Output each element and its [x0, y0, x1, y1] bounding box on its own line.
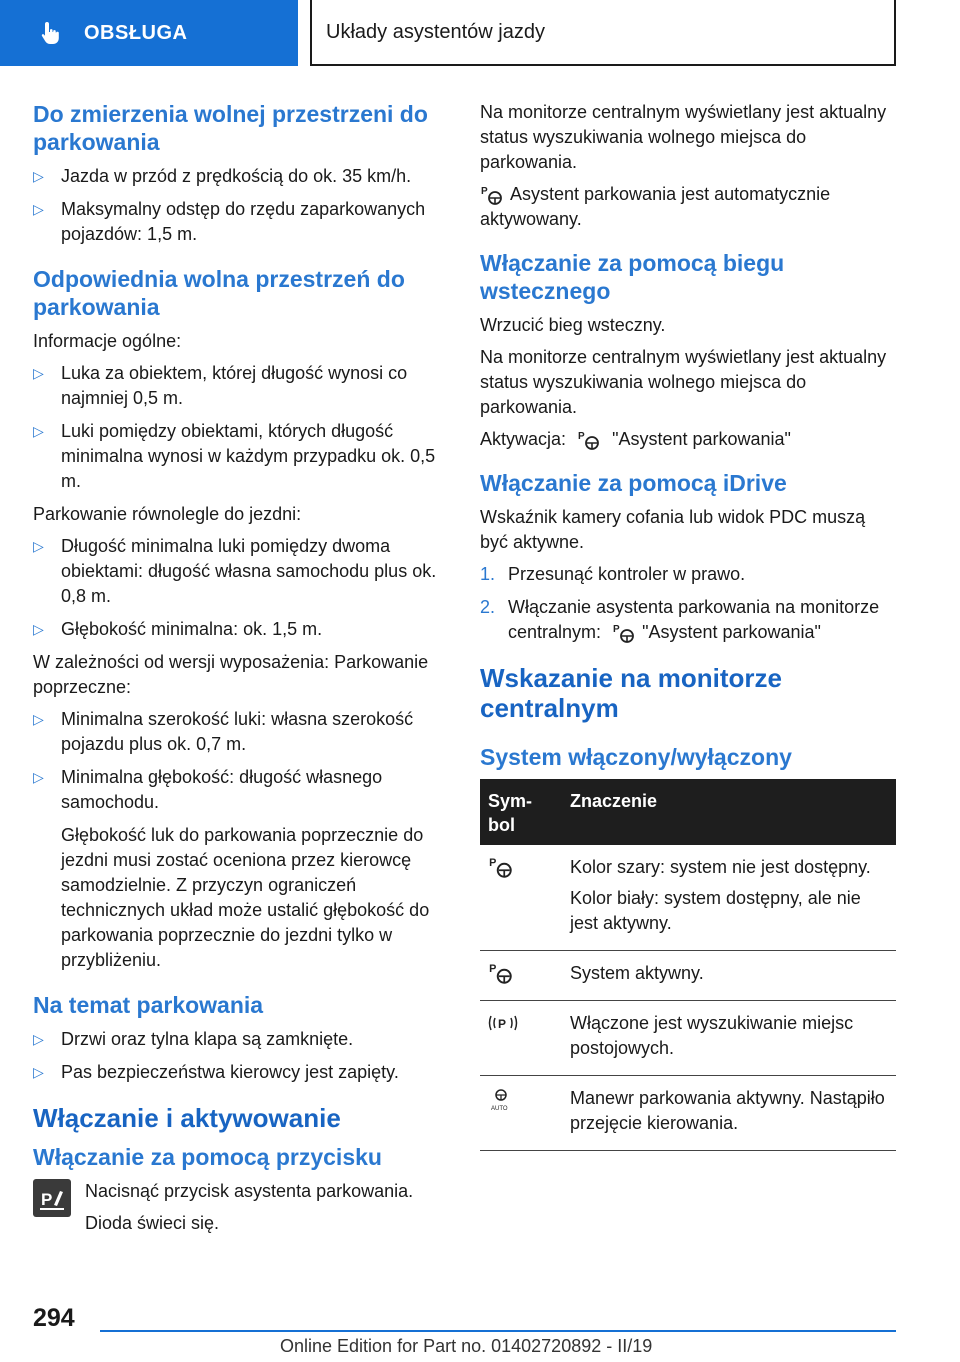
- svg-text:P: P: [481, 186, 488, 198]
- heading-free-space: Do zmierzenia wolnej przestrzeni do parkowania: [33, 101, 428, 155]
- page-number: 294: [33, 1304, 75, 1332]
- list-item: ▷ Maksymalny odstęp do rzędu zaparkowanych pojazdów: 1,5 m.: [33, 197, 453, 247]
- general-list: [33, 361, 453, 494]
- svg-text:P: P: [498, 1017, 507, 1031]
- parking-assistant-active-icon: [488, 961, 514, 985]
- column-header-meaning: Znaczenie: [562, 779, 896, 845]
- auto-steering-icon: [488, 1086, 514, 1112]
- list-item: ▷ Pas bezpieczeństwa kierowcy jest zapięty.: [33, 1060, 453, 1085]
- list-item: ▷ Drzwi oraz tylna klapa są zamknięte.: [33, 1027, 453, 1052]
- list-item: ▷ Jazda w przód z prędkością do ok. 35 km/h.: [33, 164, 453, 189]
- svg-text:P: P: [489, 856, 497, 869]
- list-item: ▷ Luka za obiektem, której długość wynosi co najmniej 0,5 m.: [33, 361, 453, 411]
- parallel-intro: Parkowanie równolegle do jezdni:: [33, 504, 302, 524]
- svg-text:P: P: [613, 624, 620, 636]
- heading-system-status: System włączony/wyłączony: [480, 744, 792, 770]
- perpendicular-list: [33, 707, 453, 815]
- perpendicular-note: Głębokość luk do parkowania poprzecznie do jezdni musi zostać oceniona przez kierowcę samodzielnie. Z przyczyn ograniczeń technicznych układ może ustalić głębokość do parkowania poprzecznie do jezdni tylko w przybliżeniu.: [61, 825, 430, 970]
- svg-text:P: P: [489, 962, 497, 975]
- section-tab-label: OBSŁUGA: [84, 21, 188, 44]
- heading-button-switch: Włączanie za pomocą przycisku: [33, 1144, 382, 1170]
- table-row: P System aktywny.: [480, 951, 896, 1001]
- chapter-title: Układy asystentów jazdy: [310, 0, 896, 66]
- table-row: P Kolor szary: system nie jest dostępny. Kolor biały: system dostępny, ale nie jest aktywny.: [480, 845, 896, 951]
- free-space-list: [33, 164, 453, 247]
- table-row: AUTO Manewr parkowania aktywny. Nastąpiło przejęcie kierowania.: [480, 1076, 896, 1151]
- step-item: 2. Włączanie asystenta parkowania na monitorze centralnym: P "Asystent parkowania": [480, 595, 896, 645]
- parking-assistant-icon: [480, 184, 504, 206]
- table-row: P Włączone jest wyszukiwanie miejsc postojowych.: [480, 1001, 896, 1076]
- parking-assistant-icon: [577, 429, 601, 451]
- parking-assistant-icon: [612, 622, 636, 644]
- list-item: ▷ Długość minimalna luki pomiędzy dwoma obiektami: długość własna samochodu plus ok. 0,8 m.: [33, 534, 453, 609]
- page-footer: [0, 1290, 960, 1362]
- svg-text:P: P: [578, 431, 585, 443]
- cid-status-text: Na monitorze centralnym wyświetlany jest aktualny status wyszukiwania wolnego miejsca do parkowania.: [480, 102, 887, 172]
- list-item: ▷ Luki pomiędzy obiektami, których długość minimalna wynosi w każdym przypadku ok. 0,5 m.: [33, 419, 453, 494]
- svg-text:P: P: [41, 1190, 53, 1209]
- edition-text: Online Edition for Part no. 01402720892 - II/19: [280, 1336, 653, 1356]
- idrive-text: Wskaźnik kamery cofania lub widok PDC muszą być aktywne.: [480, 507, 866, 552]
- list-item: ▷ Minimalna szerokość luki: własna szerokość pojazdu plus ok. 0,7 m.: [33, 707, 453, 757]
- step-item: 1. Przesunąć kontroler w prawo.: [480, 564, 746, 584]
- svg-text:AUTO: AUTO: [491, 1106, 508, 1112]
- table-header-row: [480, 779, 896, 845]
- symbol-table: [480, 779, 896, 1151]
- page-header: [0, 0, 960, 66]
- parallel-list: [33, 534, 453, 642]
- parking-search-icon: [488, 1011, 518, 1035]
- heading-adequate-space: Odpowiednia wolna przestrzeń do parkowania: [33, 266, 405, 320]
- button-text: Nacisnąć przycisk asystenta parkowania.: [85, 1181, 414, 1201]
- heading-switch-on: Włączanie i aktywowanie: [33, 1103, 341, 1133]
- heading-reverse: Włączanie za pomocą biegu wstecznego: [480, 250, 785, 304]
- heading-about-parking: Na temat parkowania: [33, 992, 264, 1018]
- list-item: ▷ Minimalna głębokość: długość własnego samochodu.: [33, 765, 453, 815]
- right-column: [480, 100, 896, 1151]
- list-item: ▷ Głębokość minimalna: ok. 1,5 m.: [33, 617, 453, 642]
- led-text: Dioda świeci się.: [85, 1213, 220, 1233]
- parking-assistant-icon: [488, 855, 514, 879]
- general-info: Informacje ogólne:: [33, 331, 182, 351]
- column-header-symbol: Sym-bol: [480, 779, 562, 845]
- cid-status-text-2: Na monitorze centralnym wyświetlany jest aktualny status wyszukiwania wolnego miejsca do parkowania.: [480, 347, 887, 417]
- footer-divider: [100, 1330, 896, 1332]
- left-column: [33, 100, 453, 1243]
- heading-display: Wskazanie na monitorze centralnym: [480, 663, 782, 723]
- heading-idrive: Włączanie za pomocą iDrive: [480, 470, 787, 496]
- button-instruction: [33, 1179, 453, 1243]
- activation-line: Aktywacja: P "Asystent parkowania": [480, 427, 896, 452]
- hand-pointer-icon: [38, 19, 66, 47]
- auto-active-text: P Asystent parkowania jest automatycznie aktywowany.: [480, 184, 831, 229]
- parking-assistant-button-icon: [33, 1179, 71, 1217]
- about-list: [33, 1027, 453, 1085]
- section-tab[interactable]: [0, 0, 298, 66]
- reverse-text: Wrzucić bieg wsteczny.: [480, 315, 666, 335]
- idrive-steps: [480, 562, 896, 645]
- perpendicular-intro: W zależności od wersji wyposażenia: Parkowanie poprzeczne:: [33, 652, 429, 697]
